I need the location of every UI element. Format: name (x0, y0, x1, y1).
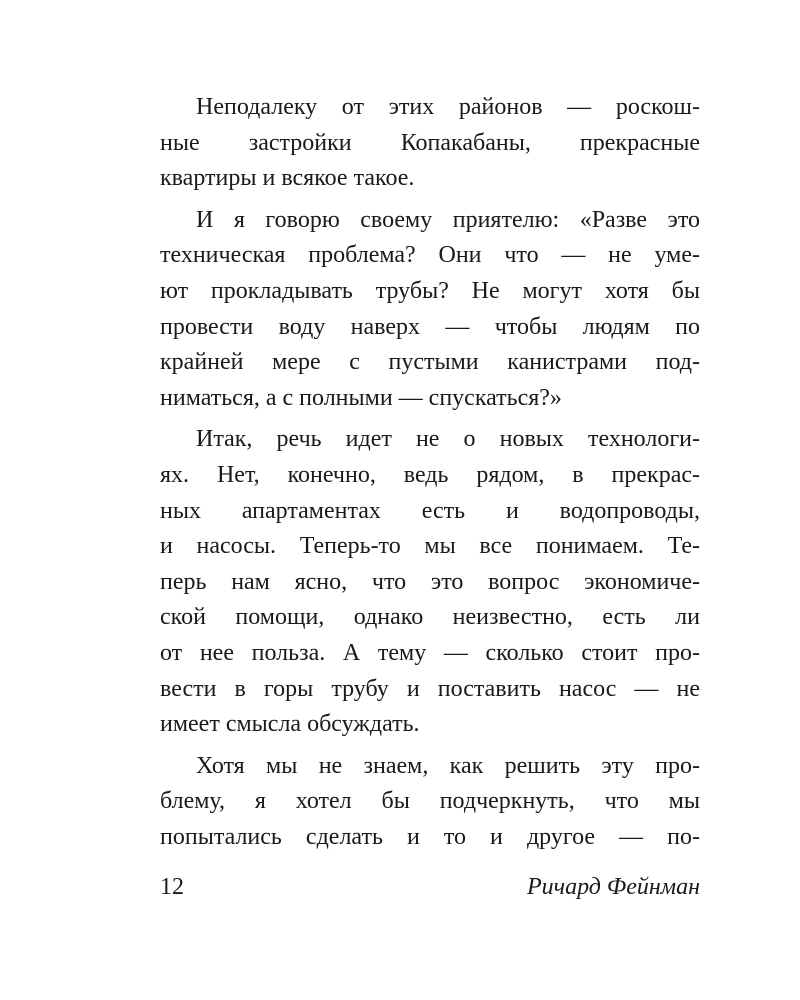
paragraph-1 (160, 90, 700, 197)
paragraph-2 (160, 203, 700, 417)
text-line: перь нам ясно, что это вопрос экономиче- (160, 568, 700, 595)
text-line: крайней мере с пустыми канистрами под- (160, 349, 700, 376)
text-line: Итак, речь идет не о новых технологи- (196, 426, 700, 453)
text-line: имеет смысла обсуждать. (160, 711, 420, 738)
text-line: квартиры и всякое такое. (160, 165, 415, 192)
page-footer (160, 874, 700, 904)
text-line: техническая проблема? Они что — не уме- (160, 242, 700, 269)
text-line: ные застройки Копакабаны, прекрасные (160, 129, 700, 156)
text-line: ных апартаментах есть и водопроводы, (160, 497, 700, 524)
text-line: Неподалеку от этих районов — роскош- (196, 94, 700, 120)
text-line: провести воду наверх — чтобы людям по (160, 313, 700, 340)
text-line: ют прокладывать трубы? Не могут хотя бы (160, 277, 700, 304)
text-line: ской помощи, однако неизвестно, есть ли (160, 604, 700, 631)
text-line: попытались сделать и то и другое — по- (160, 823, 700, 850)
text-line: блему, я хотел бы подчеркнуть, что мы (160, 788, 700, 815)
text-line: ях. Нет, конечно, ведь рядом, в прекрас- (160, 461, 700, 488)
page-number: 12 (160, 874, 184, 900)
text-line: вести в горы трубу и поставить насос — не (160, 675, 700, 702)
running-author: Ричард Фейнман (526, 874, 700, 900)
text-line: ниматься, а с полными — спускаться?» (160, 384, 562, 411)
text-line: И я говорю своему приятелю: «Разве это (196, 206, 700, 233)
text-line: и насосы. Теперь-то мы все понимаем. Те- (160, 533, 700, 560)
paragraph-4 (160, 749, 700, 856)
text-line: Хотя мы не знаем, как решить эту про- (196, 752, 700, 779)
text-line: от нее польза. А тему — сколько стоит про- (160, 639, 700, 666)
paragraph-3 (160, 422, 700, 742)
body-text (160, 90, 700, 861)
